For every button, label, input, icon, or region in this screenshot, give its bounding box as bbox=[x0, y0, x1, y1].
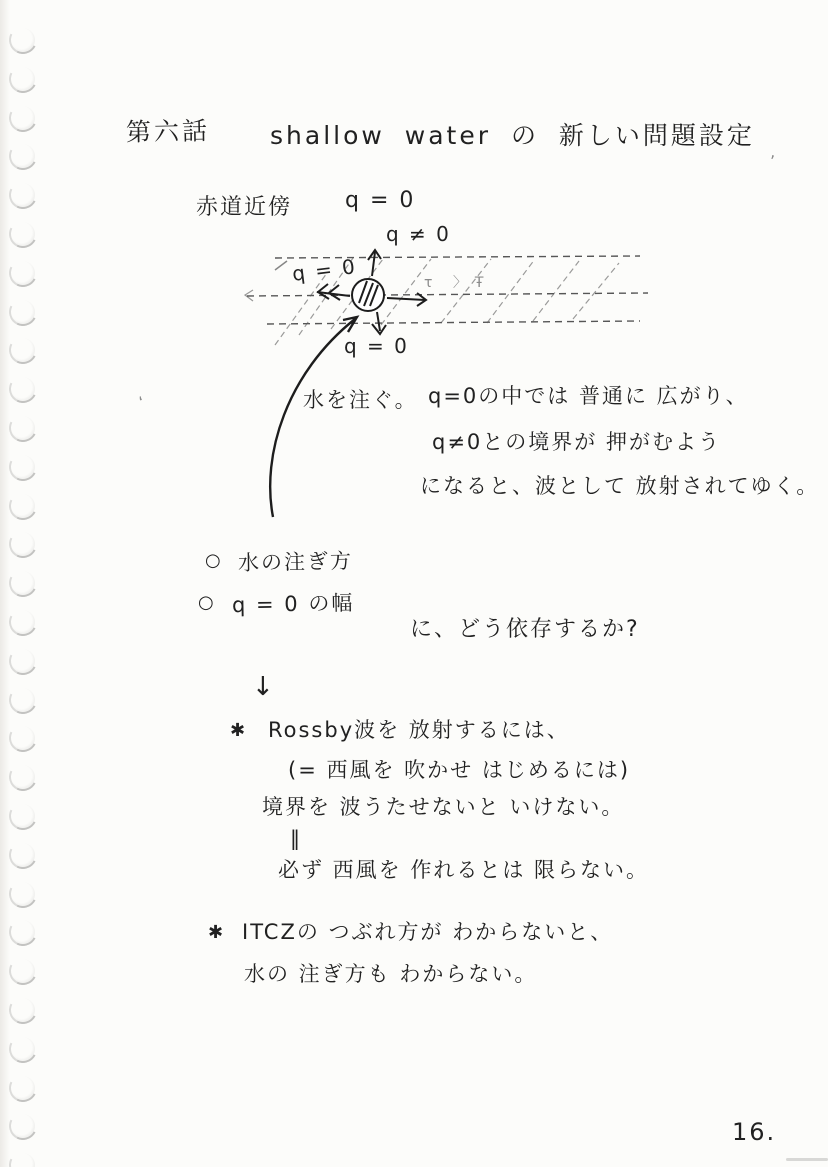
right-arrow bbox=[387, 298, 425, 300]
binder-hole bbox=[5, 604, 40, 639]
binder-hole bbox=[5, 876, 40, 911]
binder-hole bbox=[5, 372, 40, 407]
stray-marks-right: τ 〉Ŧ bbox=[424, 275, 492, 291]
binder-hole bbox=[5, 22, 40, 57]
binder-hole bbox=[5, 1031, 40, 1066]
down-arrow-glyph: ↓ bbox=[252, 672, 276, 702]
binder-hole bbox=[5, 1148, 40, 1167]
binder-hole bbox=[5, 721, 40, 756]
bullet-marker: ○ bbox=[198, 592, 216, 613]
binder-hole bbox=[5, 216, 40, 251]
asterisk-marker: ✱ bbox=[230, 720, 248, 741]
bullet-marker: ○ bbox=[205, 550, 223, 571]
page-title: shallow water の 新しい問題設定 bbox=[270, 121, 755, 150]
binder-hole bbox=[5, 954, 40, 989]
spread-line-3: になると、波として 放射されてゆく。 bbox=[420, 474, 820, 498]
binder-hole bbox=[5, 798, 40, 833]
binder-hole bbox=[5, 61, 40, 96]
binder-hole bbox=[5, 488, 40, 523]
binder-hole bbox=[5, 410, 40, 445]
subtitle-equation: q = 0 bbox=[345, 188, 416, 213]
page-number: 16. bbox=[732, 1118, 777, 1146]
tick-mark bbox=[275, 261, 287, 270]
binder-hole bbox=[5, 643, 40, 678]
scan-edge-smudge bbox=[786, 1158, 828, 1161]
dependency-question: に、どう依存するか? bbox=[410, 617, 640, 642]
binder-hole bbox=[5, 566, 40, 601]
diagram-label-below: q = 0 bbox=[344, 334, 409, 358]
rossby-line-4: 必ず 西風を 作れるとは 限らない。 bbox=[278, 858, 650, 882]
binder-hole bbox=[5, 682, 40, 717]
subtitle-region: 赤道近傍 bbox=[196, 195, 293, 220]
rossby-line-3: 境界を 波うたせないと いけない。 bbox=[262, 795, 625, 819]
rossby-line-2: (= 西風を 吹かせ はじめるには) bbox=[288, 758, 631, 782]
pour-arrow bbox=[270, 317, 357, 517]
binder-hole bbox=[5, 139, 40, 174]
spread-line-2: q≠0との境界が 押がむよう bbox=[432, 430, 721, 454]
asterisk-marker: ✱ bbox=[208, 922, 226, 943]
stray-mark-left: ʻ bbox=[135, 391, 152, 412]
binder-hole bbox=[5, 294, 40, 329]
binder-hole bbox=[5, 333, 40, 368]
binder-hole bbox=[5, 1109, 40, 1144]
diagram-label-above: q ≠ 0 bbox=[386, 222, 451, 246]
spread-line-1: q=0の中では 普通に 広がり、 bbox=[428, 384, 749, 408]
binder-hole bbox=[5, 915, 40, 950]
stray-mark-top-right: ʼ bbox=[770, 152, 778, 171]
pour-water-label: 水を注ぐ。 bbox=[303, 388, 418, 412]
chapter-label: 第六話 bbox=[125, 116, 211, 147]
binder-hole bbox=[5, 1070, 40, 1105]
bullet-item-width: q = 0 の幅 bbox=[231, 590, 355, 618]
hatch-lines bbox=[275, 258, 619, 345]
equivalence-mark: ‖ bbox=[290, 826, 302, 850]
binder-hole bbox=[5, 527, 40, 562]
binder-hole bbox=[5, 178, 40, 213]
binder-hole bbox=[5, 992, 40, 1027]
itcz-line-1: ITCZの つぶれ方が わからないと、 bbox=[242, 920, 614, 944]
itcz-line-2: 水の 注ぎ方も わからない。 bbox=[244, 962, 538, 986]
down-arrow bbox=[377, 312, 380, 331]
bullet-item-pouring: 水の注ぎ方 bbox=[237, 548, 354, 576]
binder-hole bbox=[5, 837, 40, 872]
binder-hole bbox=[5, 449, 40, 484]
binder-hole bbox=[5, 255, 40, 290]
binder-hole bbox=[5, 760, 40, 795]
rossby-line-1: Rossby波を 放射するには、 bbox=[268, 718, 570, 742]
diagram-label-inside: q = 0 bbox=[290, 254, 359, 286]
binder-hole bbox=[5, 100, 40, 135]
